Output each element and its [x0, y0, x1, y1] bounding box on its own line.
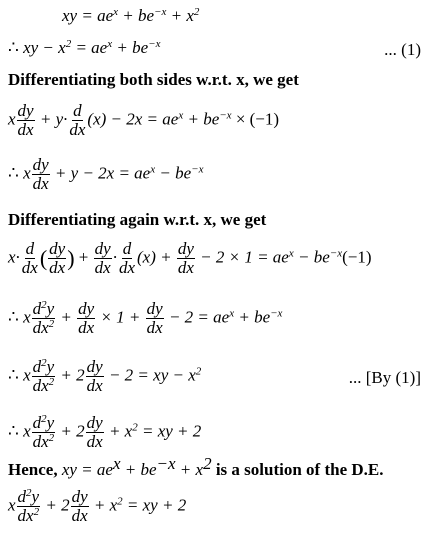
- prose-hence: Hence, xy = $ae^x + be^{-x} + x^2$ is a solution of the D.E.: [8, 454, 384, 479]
- equation-4: ∴ x $\frac{dy}{dx}$ + $y - 2x = ae^x - be^{-x}$: [8, 155, 204, 193]
- equation-9: x $\frac{d^2y}{dx^2}$ + 2 $\frac{dy}{dx}$ + $x^2$ = xy + 2: [8, 487, 187, 525]
- equation-8: ∴ x $\frac{d^2y}{dx^2}$ + 2 $\frac{dy}{dx}$ + $x^2$ = xy + 2: [8, 413, 202, 451]
- equation-2: ∴ xy − $x^2 = ae^x + be^{-x}$: [8, 38, 161, 57]
- prose-differentiating-both-sides: Differentiating both sides w.r.t. x, we get: [8, 70, 299, 89]
- equation-7: ∴ x $\frac{d^2y}{dx^2}$ + 2 $\frac{dy}{dx}$ − 2 = xy − $x^2$: [8, 357, 202, 395]
- fraction-dy-dx: $\frac{dy}{dx}$: [17, 101, 34, 139]
- equation-5: x· $\frac{d}{dx}$ ( $\frac{dy}{dx}$ ) + $\frac{dy}{dx}$ · $\frac{d}{dx}$ (x) + $\frac{dy}{dx}$ − $2 \times 1 = ae^x - be^{-x}(-1)$: [8, 239, 372, 277]
- equation-tag-1: ... (1): [384, 40, 421, 59]
- equation-1: xy = $ae^x + be^{-x} + x^2$: [62, 6, 200, 25]
- prose-differentiating-again: Differentiating again w.r.t. x, we get: [8, 210, 267, 229]
- equation-3: x $\frac{dy}{dx}$ + y· $\frac{d}{dx}$ $(x) - 2x = ae^x + be^{-x} \times (-1)$: [8, 101, 280, 139]
- fraction-d-dx: $\frac{d}{dx}$: [69, 101, 86, 139]
- equation-tag-by-1: ... [By (1)]: [348, 368, 421, 387]
- equation-6: ∴ x $\frac{d^2y}{dx^2}$ + $\frac{dy}{dx}$ × 1 + $\frac{dy}{dx}$ − $2 = ae^x + be^{-x}$: [8, 299, 283, 337]
- fraction-dy-dx: $\frac{dy}{dx}$: [32, 155, 49, 193]
